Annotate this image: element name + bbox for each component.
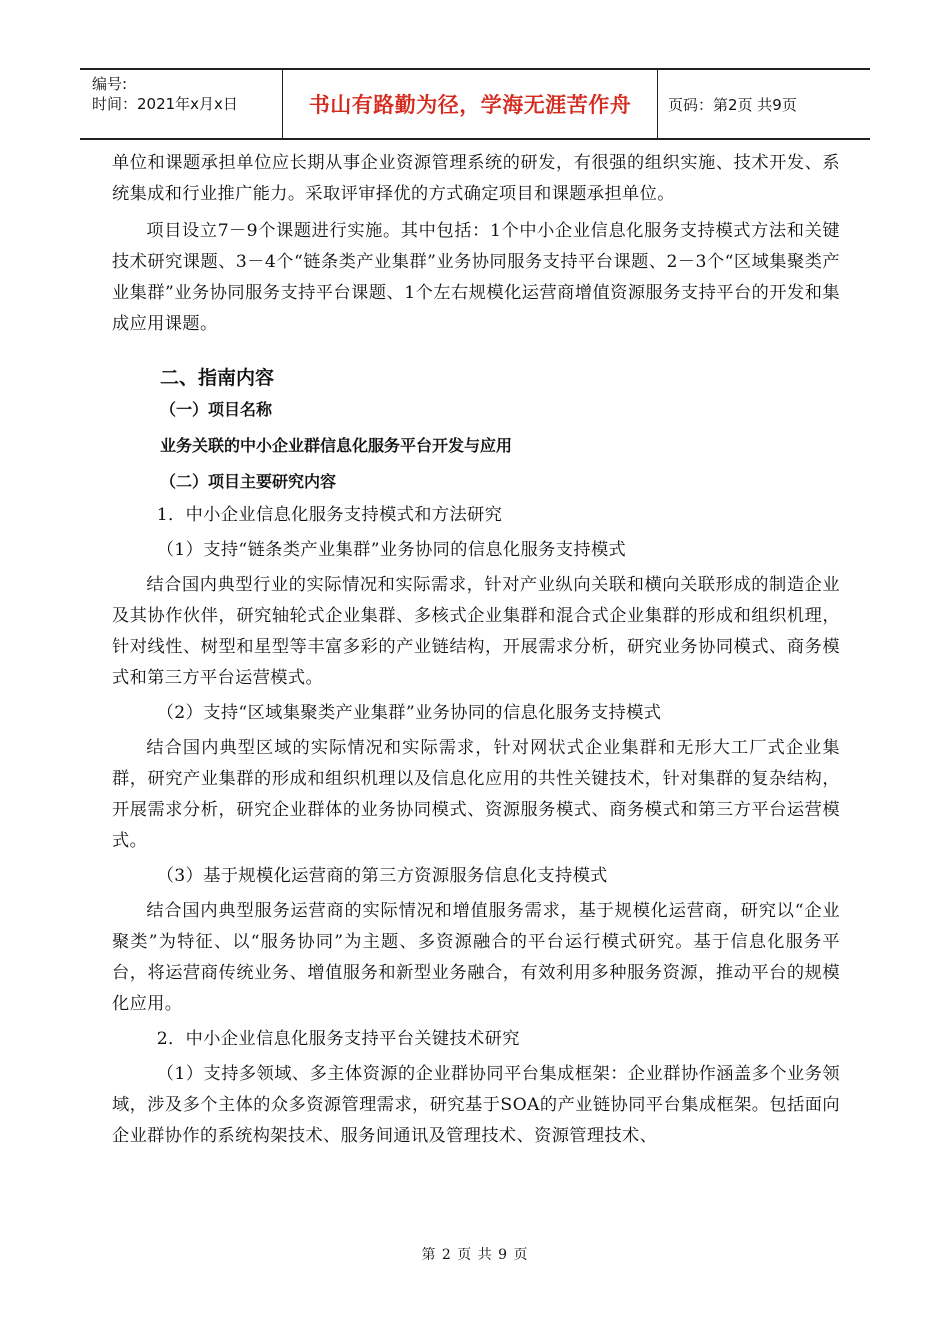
paragraph-6: （1）支持多领域、多主体资源的企业群协同平台集成框架：企业群协作涵盖多个业务领域，涉及多个主体的众多资源管理需求，研究基于SOA的产业链协同平台集成框架。包括面向企业群协作的系统构架技术、服务间通讯及管理技术、资源管理技术、 [112, 1064, 840, 1146]
item-1-3-heading: （3）基于规模化运营商的第三方资源服务信息化支持模式 [156, 866, 608, 886]
item-1-heading: 1．中小企业信息化服务支持模式和方法研究 [156, 505, 503, 525]
header-motto: 书山有路勤为径，学海无涯苦作舟 [282, 70, 658, 138]
paragraph-4: 结合国内典型区域的实际情况和实际需求，针对网状式企业集群和无形大工厂式企业集群，研究产业集群的形成和组织机理以及信息化应用的共性关键技术，针对集群的复杂结构，开展需求分析，研究企业群体的业务协同模式、资源服务模式、商务模式和第三方平台运营模式。 [112, 738, 840, 851]
subheading-research-content: （二）项目主要研究内容 [160, 472, 337, 491]
document-body [112, 148, 840, 1152]
item-2-heading: 2．中小企业信息化服务支持平台关键技术研究 [156, 1029, 520, 1049]
item-1-2-heading: （2）支持“区域集聚类产业集群”业务协同的信息化服务支持模式 [156, 703, 662, 723]
project-name: 业务关联的中小企业群信息化服务平台开发与应用 [160, 436, 513, 455]
paragraph-1: 单位和课题承担单位应长期从事企业资源管理系统的研发，有很强的组织实施、技术开发、系统集成和行业推广能力。采取评审择优的方式确定项目和课题承担单位。 [112, 153, 840, 204]
subheading-project-name: （一）项目名称 [160, 400, 273, 419]
header-left-cell [80, 70, 282, 138]
header-page-label: 页码：第2页 共9页 [668, 95, 797, 114]
page-footer: 第 2 页 共 9 页 [421, 1247, 529, 1263]
paragraph-2: 项目设立7－9个课题进行实施。其中包括：1个中小企业信息化服务支持模式方法和关键技术研究课题、3－4个“链条类产业集群”业务协同服务支持平台课题、2－3个“区域集聚类产业集群”业务协同服务支持平台课题、1个左右规模化运营商增值资源服务支持平台的开发和集成应用课题。 [112, 221, 840, 334]
time-label: 时间：2021年x月x日 [92, 95, 238, 113]
paragraph-5: 结合国内典型服务运营商的实际情况和增值服务需求，基于规模化运营商，研究以“企业聚类”为特征、以“服务协同”为主题、多资源融合的平台运行模式研究。基于信息化服务平台，将运营商传统业务、增值服务和新型业务融合，有效利用多种服务资源，推动平台的规模化应用。 [112, 901, 840, 1014]
paragraph-3: 结合国内典型行业的实际情况和实际需求，针对产业纵向关联和横向关联形成的制造企业及其协作伙伴，研究轴轮式企业集群、多核式企业集群和混合式企业集群的形成和组织机理，针对线性、树型和星型等丰富多彩的产业链结构，开展需求分析，研究业务协同模式、商务模式和第三方平台运营模式。 [112, 575, 840, 688]
item-1-1-heading: （1）支持“链条类产业集群”业务协同的信息化服务支持模式 [156, 540, 627, 560]
number-label: 编号: [92, 75, 128, 93]
header-table [80, 68, 870, 140]
section-heading: 二、指南内容 [160, 367, 275, 389]
